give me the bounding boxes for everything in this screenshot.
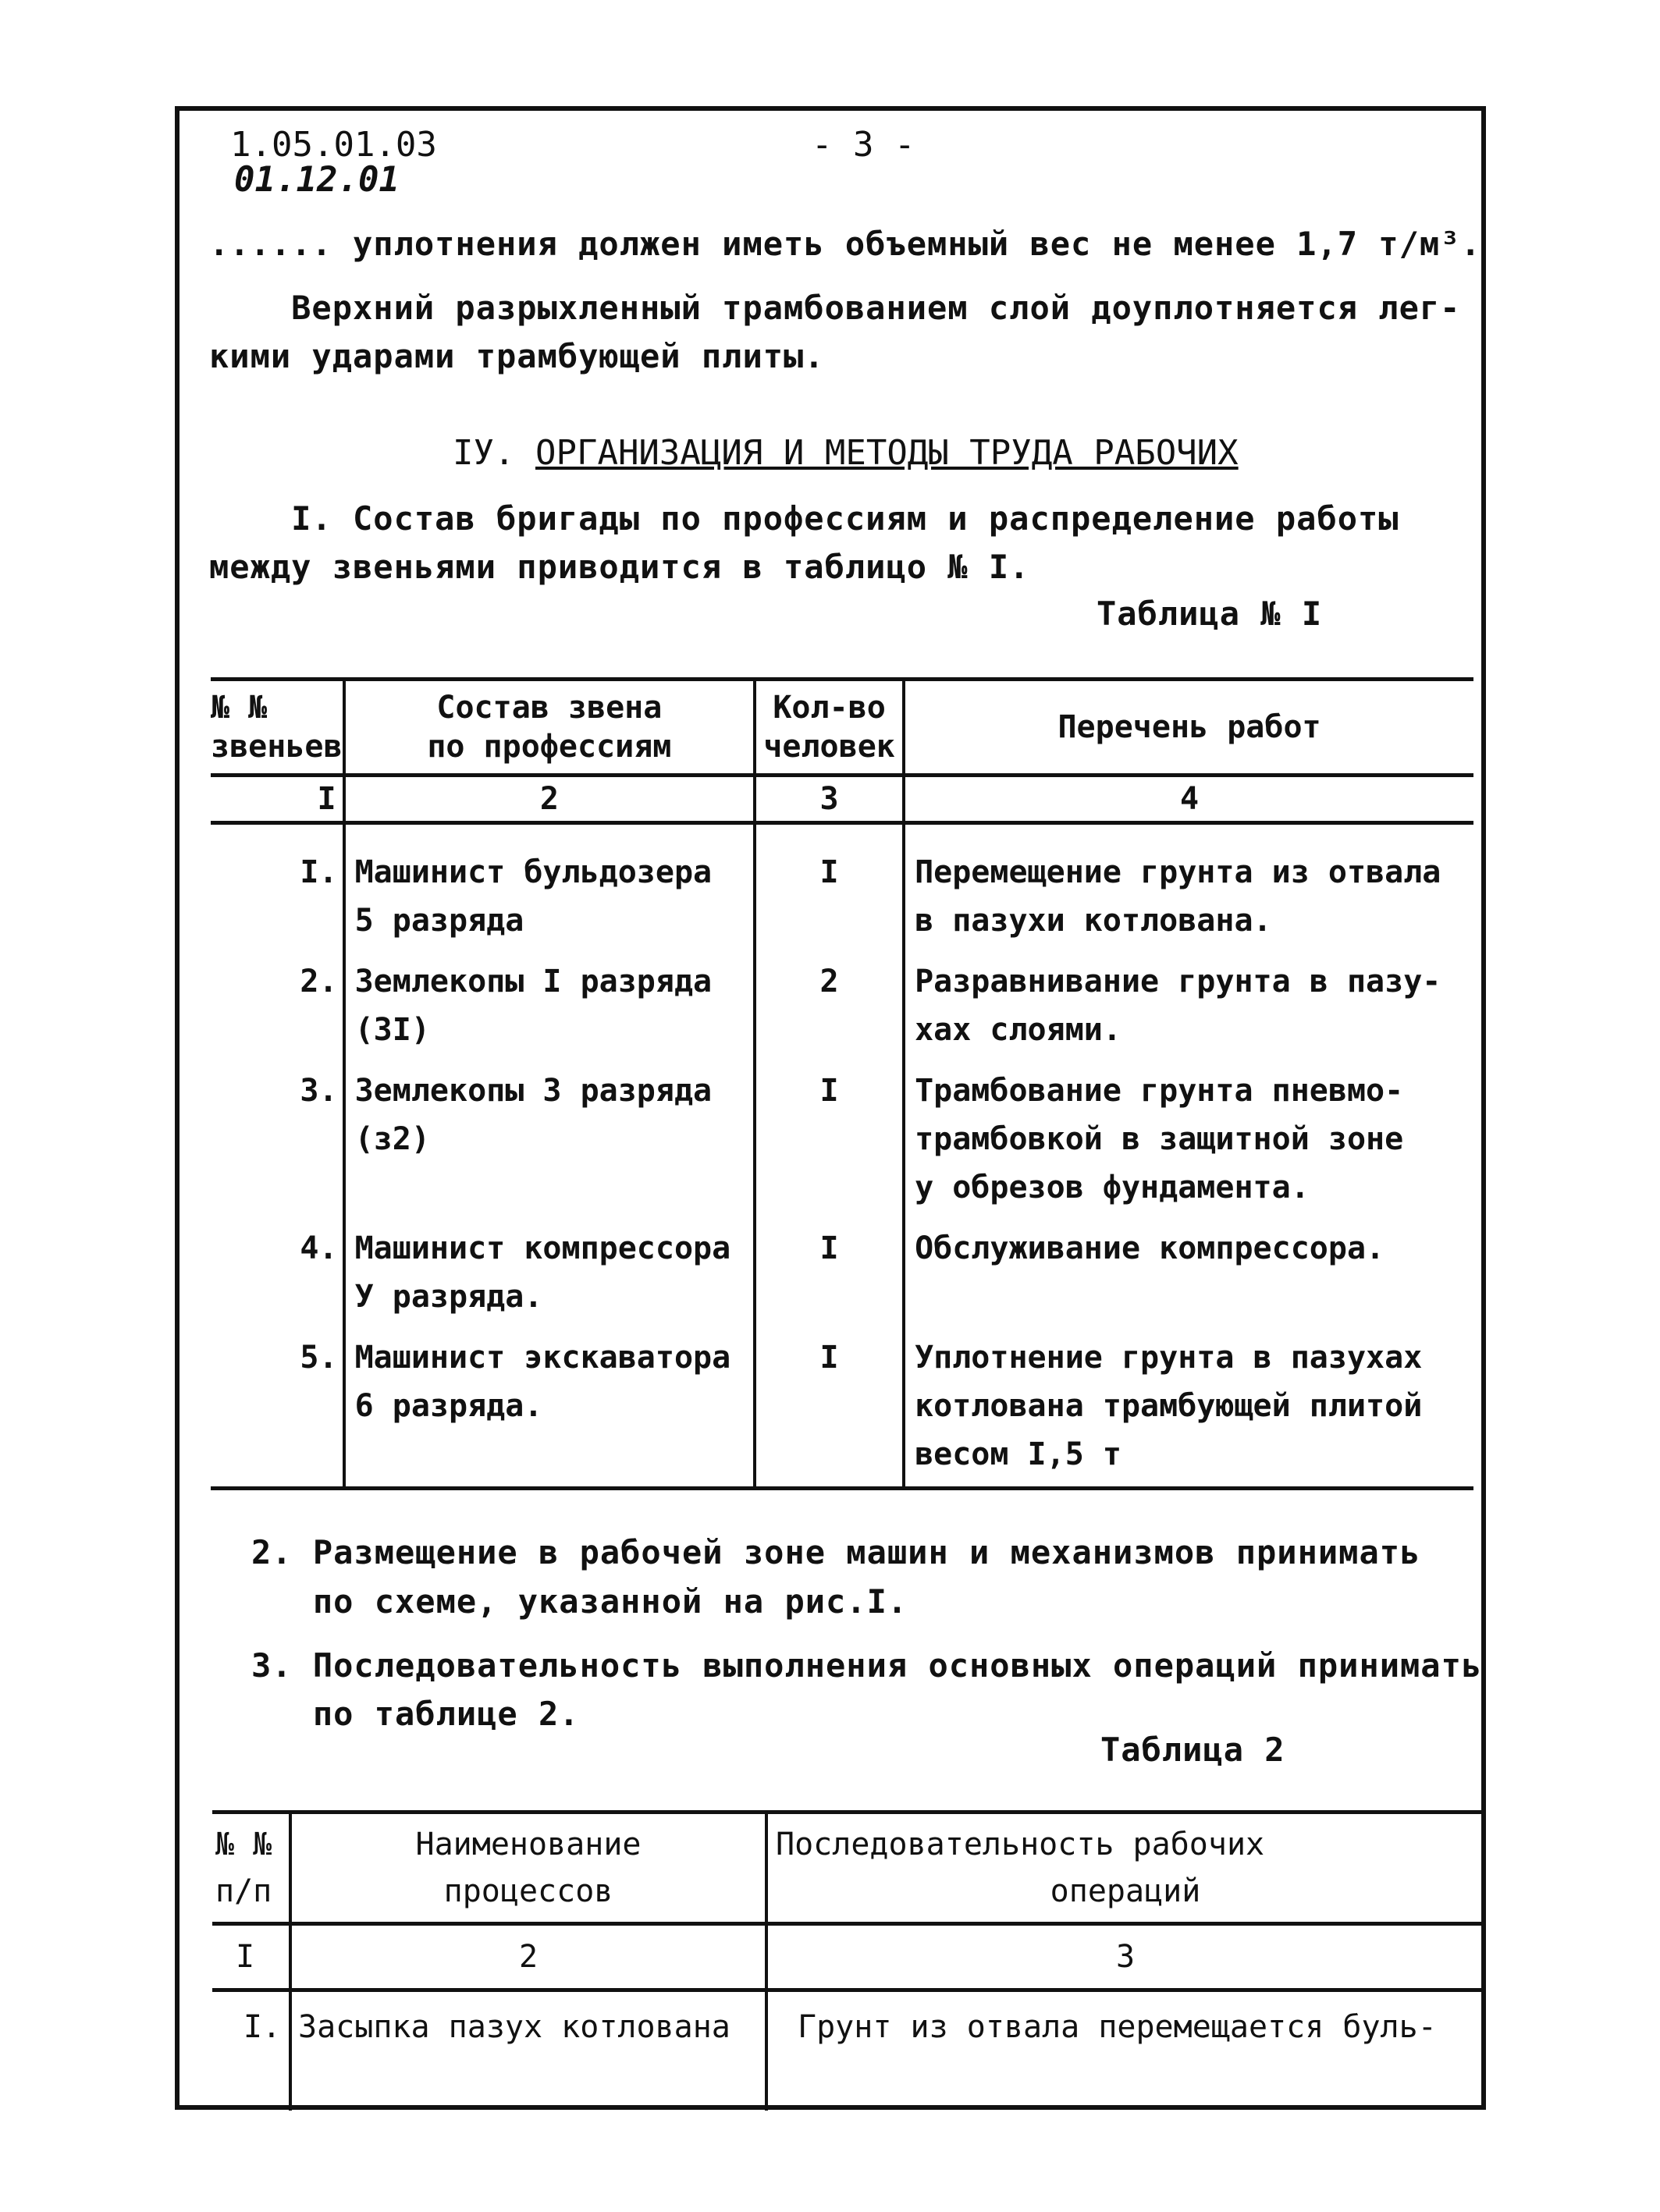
paragraph-1-line-2: между звеньями приводится в таблицо № I. <box>209 548 1030 586</box>
row-number: 2. <box>211 945 344 1054</box>
table-1-caption: Таблица № I <box>1097 595 1323 633</box>
table-1-header-count: Кол-во человек <box>755 680 904 776</box>
section-heading <box>453 433 1239 473</box>
row-works: Трамбование грунта пневмо- трамбовкой в защитной зоне у обрезов фундамента. <box>904 1054 1473 1212</box>
row-composition: Землекопы I разряда (3I) <box>344 945 755 1054</box>
table-2-header-row <box>212 1813 1483 1924</box>
paragraph-3-line-2: по таблице 2. <box>251 1695 580 1733</box>
table-row <box>211 823 1473 946</box>
document-code: 1.05.01.03 <box>230 125 437 165</box>
intro-line-3: кими ударами трамбующей плиты. <box>209 337 825 375</box>
table-2-colnum-2: 2 <box>290 1924 766 1990</box>
paragraph-2-line-1: 2. Размещение в рабочей зоне машин и механизмов принимать <box>251 1533 1421 1571</box>
intro-line-1: ...... уплотнения должен иметь объемный вес не менее 1,7 т/м³. <box>209 225 1481 263</box>
section-number: IУ. <box>453 433 515 473</box>
row-number: I. <box>211 823 344 946</box>
paragraph-2-line-2: по схеме, указанной на рис.I. <box>251 1582 908 1621</box>
table-2-caption: Таблица 2 <box>1100 1731 1285 1769</box>
table-1-colnum-3: 3 <box>755 776 904 823</box>
row-count: 2 <box>755 945 904 1054</box>
table-1-header-composition: Состав звена по профессиям <box>344 680 755 776</box>
table-1-header-number: № № звеньев <box>211 680 344 776</box>
row-count: I <box>755 1054 904 1212</box>
row-count: I <box>755 1321 904 1489</box>
row-works: Обслуживание компрессора. <box>904 1212 1473 1321</box>
row-works: Перемещение грунта из отвала в пазухи котлована. <box>904 823 1473 946</box>
intro-line-2: Верхний разрыхленный трамбованием слой доуплотняется лег- <box>209 289 1461 327</box>
table-1-column-numbers <box>211 776 1473 823</box>
table-2-colnum-1: I <box>212 1924 290 1990</box>
row-works: Уплотнение грунта в пазухах котлована трамбующей плитой весом I,5 т <box>904 1321 1473 1489</box>
row-works: Разравнивание грунта в пазу- хах слоями. <box>904 945 1473 1054</box>
table-row <box>211 1212 1473 1321</box>
row-number: 5. <box>211 1321 344 1489</box>
row-number: I. <box>212 1990 290 2111</box>
row-process: Засыпка пазух котлована <box>290 1990 766 2111</box>
row-operations: Грунт из отвала перемещается буль- <box>766 1990 1483 2111</box>
row-composition: Машинист бульдозера 5 разряда <box>344 823 755 946</box>
table-1-colnum-2: 2 <box>344 776 755 823</box>
row-composition: Землекопы 3 разряда (з2) <box>344 1054 755 1212</box>
row-number: 4. <box>211 1212 344 1321</box>
table-1-header-row <box>211 680 1473 776</box>
section-title: ОРГАНИЗАЦИЯ И МЕТОДЫ ТРУДА РАБОЧИХ <box>535 433 1239 473</box>
table-row <box>211 1321 1473 1489</box>
row-composition: Машинист экскаватора 6 разряда. <box>344 1321 755 1489</box>
paragraph-1-line-1: I. Состав бригады по профессиям и распределение работы <box>209 499 1399 538</box>
row-count: I <box>755 1212 904 1321</box>
table-1 <box>211 677 1473 1490</box>
table-1-header-works: Перечень работ <box>904 680 1473 776</box>
table-2-header-process: Наименование процессов <box>290 1813 766 1924</box>
table-2 <box>212 1810 1483 2111</box>
table-2-colnum-3: 3 <box>766 1924 1483 1990</box>
row-count: I <box>755 823 904 946</box>
table-2-column-numbers <box>212 1924 1483 1990</box>
table-2-header-number: № № п/п <box>212 1813 290 1924</box>
table-2-header-operations: Последовательность рабочих операций <box>766 1813 1483 1924</box>
page-number: - 3 - <box>812 125 915 165</box>
table-row <box>211 945 1473 1054</box>
row-number: 3. <box>211 1054 344 1212</box>
table-1-colnum-4: 4 <box>904 776 1473 823</box>
row-composition: Машинист компрессора У разряда. <box>344 1212 755 1321</box>
table-row <box>212 1990 1483 2111</box>
paragraph-3-line-1: 3. Последовательность выполнения основных операций принимать <box>251 1646 1483 1685</box>
table-1-colnum-1: I <box>211 776 344 823</box>
document-date: 01.12.01 <box>234 160 400 200</box>
table-row <box>211 1054 1473 1212</box>
